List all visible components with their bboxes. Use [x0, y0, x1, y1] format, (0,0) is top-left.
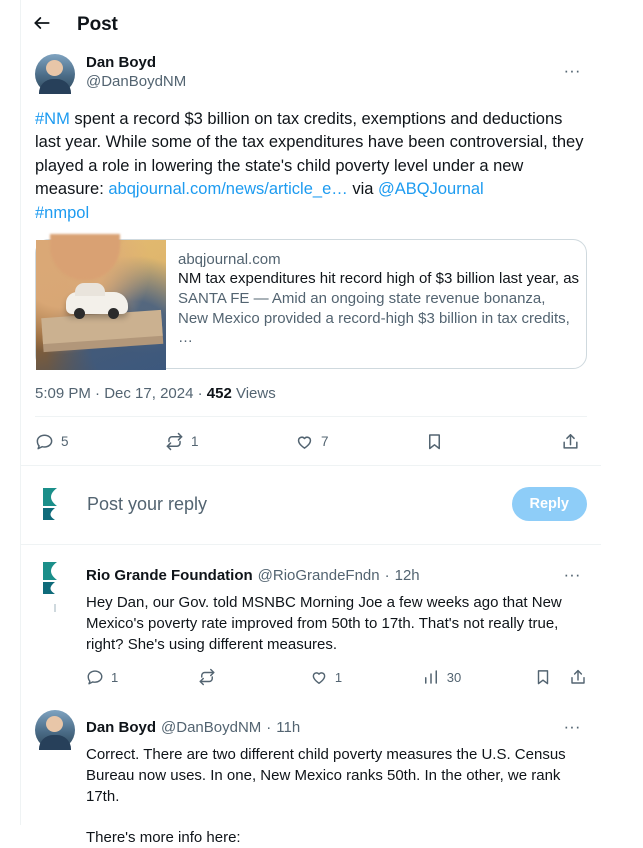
page-header — [21, 0, 601, 50]
reply-more-button[interactable] — [557, 712, 587, 742]
views-count: 452 — [206, 385, 232, 403]
reply-avatar-column — [35, 558, 75, 598]
share-icon — [561, 432, 580, 451]
repost-action[interactable] — [165, 432, 295, 451]
bookmark-icon — [425, 432, 444, 451]
rio-grande-logo-icon — [35, 484, 75, 524]
reply-action-bar — [86, 657, 587, 697]
reply-paragraph: Correct. There are two different child poverty measures the U.S. Census Bureau now uses. In one, New Mexico ranks 50th. In the other, we rank 17th. — [86, 746, 566, 806]
sep-dot-1: · — [90, 385, 105, 403]
bookmark-action[interactable] — [425, 432, 555, 451]
views-action[interactable] — [422, 668, 534, 686]
heart-icon — [295, 432, 314, 451]
reply-author-handle[interactable]: @RioGrandeFndn — [257, 567, 380, 585]
mention-abqjournal-link[interactable]: @ABQJournal — [378, 180, 484, 199]
views-count: 30 — [446, 669, 462, 685]
share-action[interactable] — [561, 432, 587, 451]
post-time: 5:09 PM — [35, 385, 91, 403]
main-post — [21, 50, 601, 465]
reply-input[interactable]: Post your reply — [87, 493, 208, 514]
reply-avatar-column — [35, 710, 75, 750]
analytics-icon — [422, 668, 440, 686]
heart-icon — [310, 668, 328, 686]
card-description: SANTA FE — Amid an ongoing state revenue bonanza, New Mexico provided a record-high $3 billion in tax credits, … — [178, 290, 570, 347]
arrow-left-icon — [32, 13, 52, 38]
reply-time[interactable]: 11h — [276, 719, 301, 737]
reply-paragraph: Hey Dan, our Gov. told MSNBC Morning Joe a few weeks ago that New Mexico's poverty rate improved from 50th to 17th. That's not really true, right? She's using different measures. — [86, 594, 562, 654]
post-author-row — [35, 54, 587, 94]
reply-author-display-name[interactable]: Dan Boyd — [86, 719, 157, 737]
avatar[interactable] — [35, 558, 75, 598]
bookmark-icon — [534, 668, 552, 686]
reply-more-button[interactable] — [557, 560, 587, 590]
share-action[interactable] — [569, 668, 587, 686]
card-domain: abqjournal.com — [178, 251, 281, 269]
post-action-bar — [35, 417, 587, 465]
post-body-text: spent a record $3 billion on tax credits, exemptions and deductions last year. While some of the tax expenditures have been controversial, they played a role in lowering the state's child poverty level under a new measure: — [35, 110, 584, 199]
thread-connector — [54, 604, 56, 612]
post-timestamp — [35, 369, 587, 402]
card-title: NM tax expenditures hit record high of $3 billion last year, as — [178, 270, 580, 288]
reply-action[interactable] — [86, 668, 198, 686]
reply-item — [21, 697, 601, 848]
back-button[interactable] — [25, 8, 59, 42]
ellipsis-icon: ··· — [563, 61, 581, 80]
reply-author-row — [86, 558, 587, 590]
retweet-icon — [165, 432, 184, 451]
views-label: Views — [231, 385, 276, 403]
like-count: 1 — [334, 669, 343, 685]
author-display-name[interactable]: Dan Boyd — [86, 54, 157, 71]
ellipsis-icon: ··· — [563, 717, 581, 737]
sep-dot: · — [266, 719, 272, 737]
article-link[interactable]: abqjournal.com/news/article_e… — [108, 180, 348, 199]
reply-paragraph: There's more info here: — [86, 829, 241, 847]
right-rail — [601, 0, 643, 825]
page-title: Post — [77, 14, 118, 35]
reply-time[interactable]: 12h — [394, 567, 420, 585]
repost-action[interactable] — [198, 668, 310, 686]
card-image — [36, 240, 166, 370]
hashtag-nmpol-link[interactable]: #nmpol — [35, 203, 90, 222]
reply-text — [86, 592, 587, 655]
like-count: 7 — [321, 433, 329, 449]
share-icon — [569, 668, 587, 686]
link-preview-card[interactable] — [35, 239, 587, 369]
reply-button[interactable]: Reply — [512, 487, 588, 521]
hashtag-nm-link[interactable]: #NM — [35, 110, 70, 128]
like-action[interactable] — [295, 432, 425, 451]
avatar[interactable] — [35, 54, 75, 94]
reply-author-display-name[interactable]: Rio Grande Foundation — [86, 567, 253, 585]
reply-action[interactable] — [35, 432, 165, 451]
avatar[interactable] — [35, 484, 75, 524]
reply-count: 1 — [111, 669, 119, 685]
avatar[interactable] — [35, 710, 75, 750]
rio-grande-logo-icon — [35, 558, 75, 598]
post-via-text: via — [347, 180, 379, 199]
author-handle[interactable]: @DanBoydNM — [86, 72, 187, 90]
sep-dot-2: · — [193, 385, 207, 403]
reply-count: 5 — [61, 433, 69, 449]
post-date: Dec 17, 2024 — [104, 385, 194, 403]
reply-composer — [21, 466, 601, 544]
post-text — [35, 108, 587, 225]
reply-item — [21, 545, 601, 697]
bookmark-action[interactable] — [534, 668, 569, 686]
sep-dot: · — [384, 567, 390, 585]
reply-author-row — [86, 710, 587, 742]
like-action[interactable] — [310, 668, 422, 686]
ellipsis-icon: ··· — [563, 565, 581, 585]
reply-icon — [35, 432, 54, 451]
author-names — [86, 54, 546, 92]
main-column — [21, 0, 601, 848]
left-rail — [0, 0, 21, 825]
reply-icon — [86, 668, 104, 686]
post-more-button[interactable] — [557, 56, 587, 86]
card-body — [166, 240, 586, 368]
reply-author-handle[interactable]: @DanBoydNM — [161, 719, 262, 737]
retweet-icon — [198, 668, 216, 686]
repost-count: 1 — [191, 433, 199, 449]
reply-text — [86, 744, 587, 848]
